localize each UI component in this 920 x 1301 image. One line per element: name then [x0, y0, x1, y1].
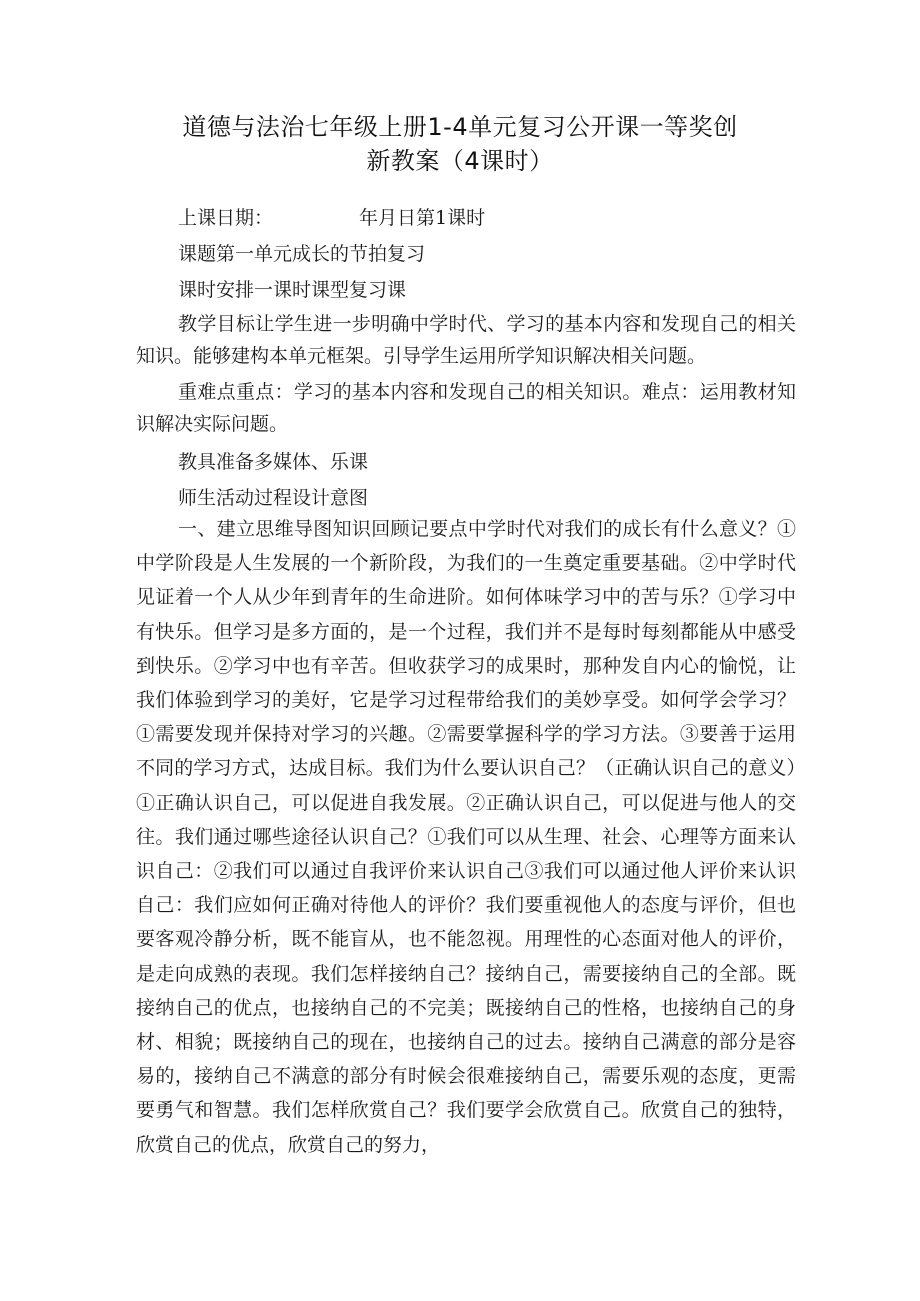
document-title [120, 110, 800, 178]
date-label: 上课日期： [178, 207, 274, 229]
topic-line: 课题第一单元成长的节拍复习 [178, 243, 426, 265]
title-line-2: 新教案（4课时） [366, 147, 554, 175]
body-paragraph: 一、建立思维导图知识回顾记要点中学时代对我们的成长有什么意义？①中学阶段是人生发展的一个新阶段，为我们的一生奠定重要基础。②中学时代见证着一个人从少年到青年的生命进阶。如何体味学习中的苦与乐？①学习中有快乐。但学习是多方面的，是一个过程，我们并不是每时每刻都能从中感受到快乐。②学习中也有辛苦。但收获学习的成果时，那种发自内心的愉悦，让我们体验到学习的美好，它是学习过程带给我们的美妙享受。如何学会学习？①需要发现并保持对学习的兴趣。②需要掌握科学的学习方法。③要善于运用不同的学习方式，达成目标。我们为什么要认识自己？（正确认识自己的意义）①正确认识自己，可以促进自我发展。②正确认识自己，可以促进与他人的交往。我们通过哪些途径认识自己？①我们可以从生理、社会、心理等方面来认识自己：②我们可以通过自我评价来认识自己③我们可以通过他人评价来认识自己：我们应如何正确对待他人的评价？我们要重视他人的态度与评价，但也要客观冷静分析，既不能盲从，也不能忽视。用理性的心态面对他人的评价，是走向成熟的表现。我们怎样接纳自己？接纳自己，需要接纳自己的全部。既接纳自己的优点，也接纳自己的不完美；既接纳自己的性格，也接纳自己的身材、相貌；既接纳自己的现在，也接纳自己的过去。接纳自己满意的部分是容易的，接纳自己不满意的部分有时候会很难接纳自己，需要乐观的态度，更需要勇气和智慧。我们怎样欣赏自己？我们要学会欣赏自己。欣赏自己的独特，欣赏自己的优点，欣赏自己的努力， [136, 518, 796, 1156]
class-date-line [178, 204, 485, 232]
objectives-paragraph: 教学目标让学生进一步明确中学时代、学习的基本内容和发现自己的相关知识。能够建构本单元框架。引导学生运用所学知识解决相关问题。 [136, 313, 796, 367]
key-points-paragraph: 重难点重点：学习的基本内容和发现自己的相关知识。难点：运用教材知识解决实际问题。 [136, 381, 796, 435]
schedule-line: 课时安排一课时课型复习课 [178, 279, 407, 301]
date-value: 年月日第1课时 [359, 207, 486, 229]
materials-line: 教具准备多媒体、乐课 [178, 451, 369, 473]
title-line-1: 道德与法治七年级上册1-4单元复习公开课一等奖创 [182, 113, 738, 141]
process-heading: 师生活动过程设计意图 [178, 487, 369, 509]
